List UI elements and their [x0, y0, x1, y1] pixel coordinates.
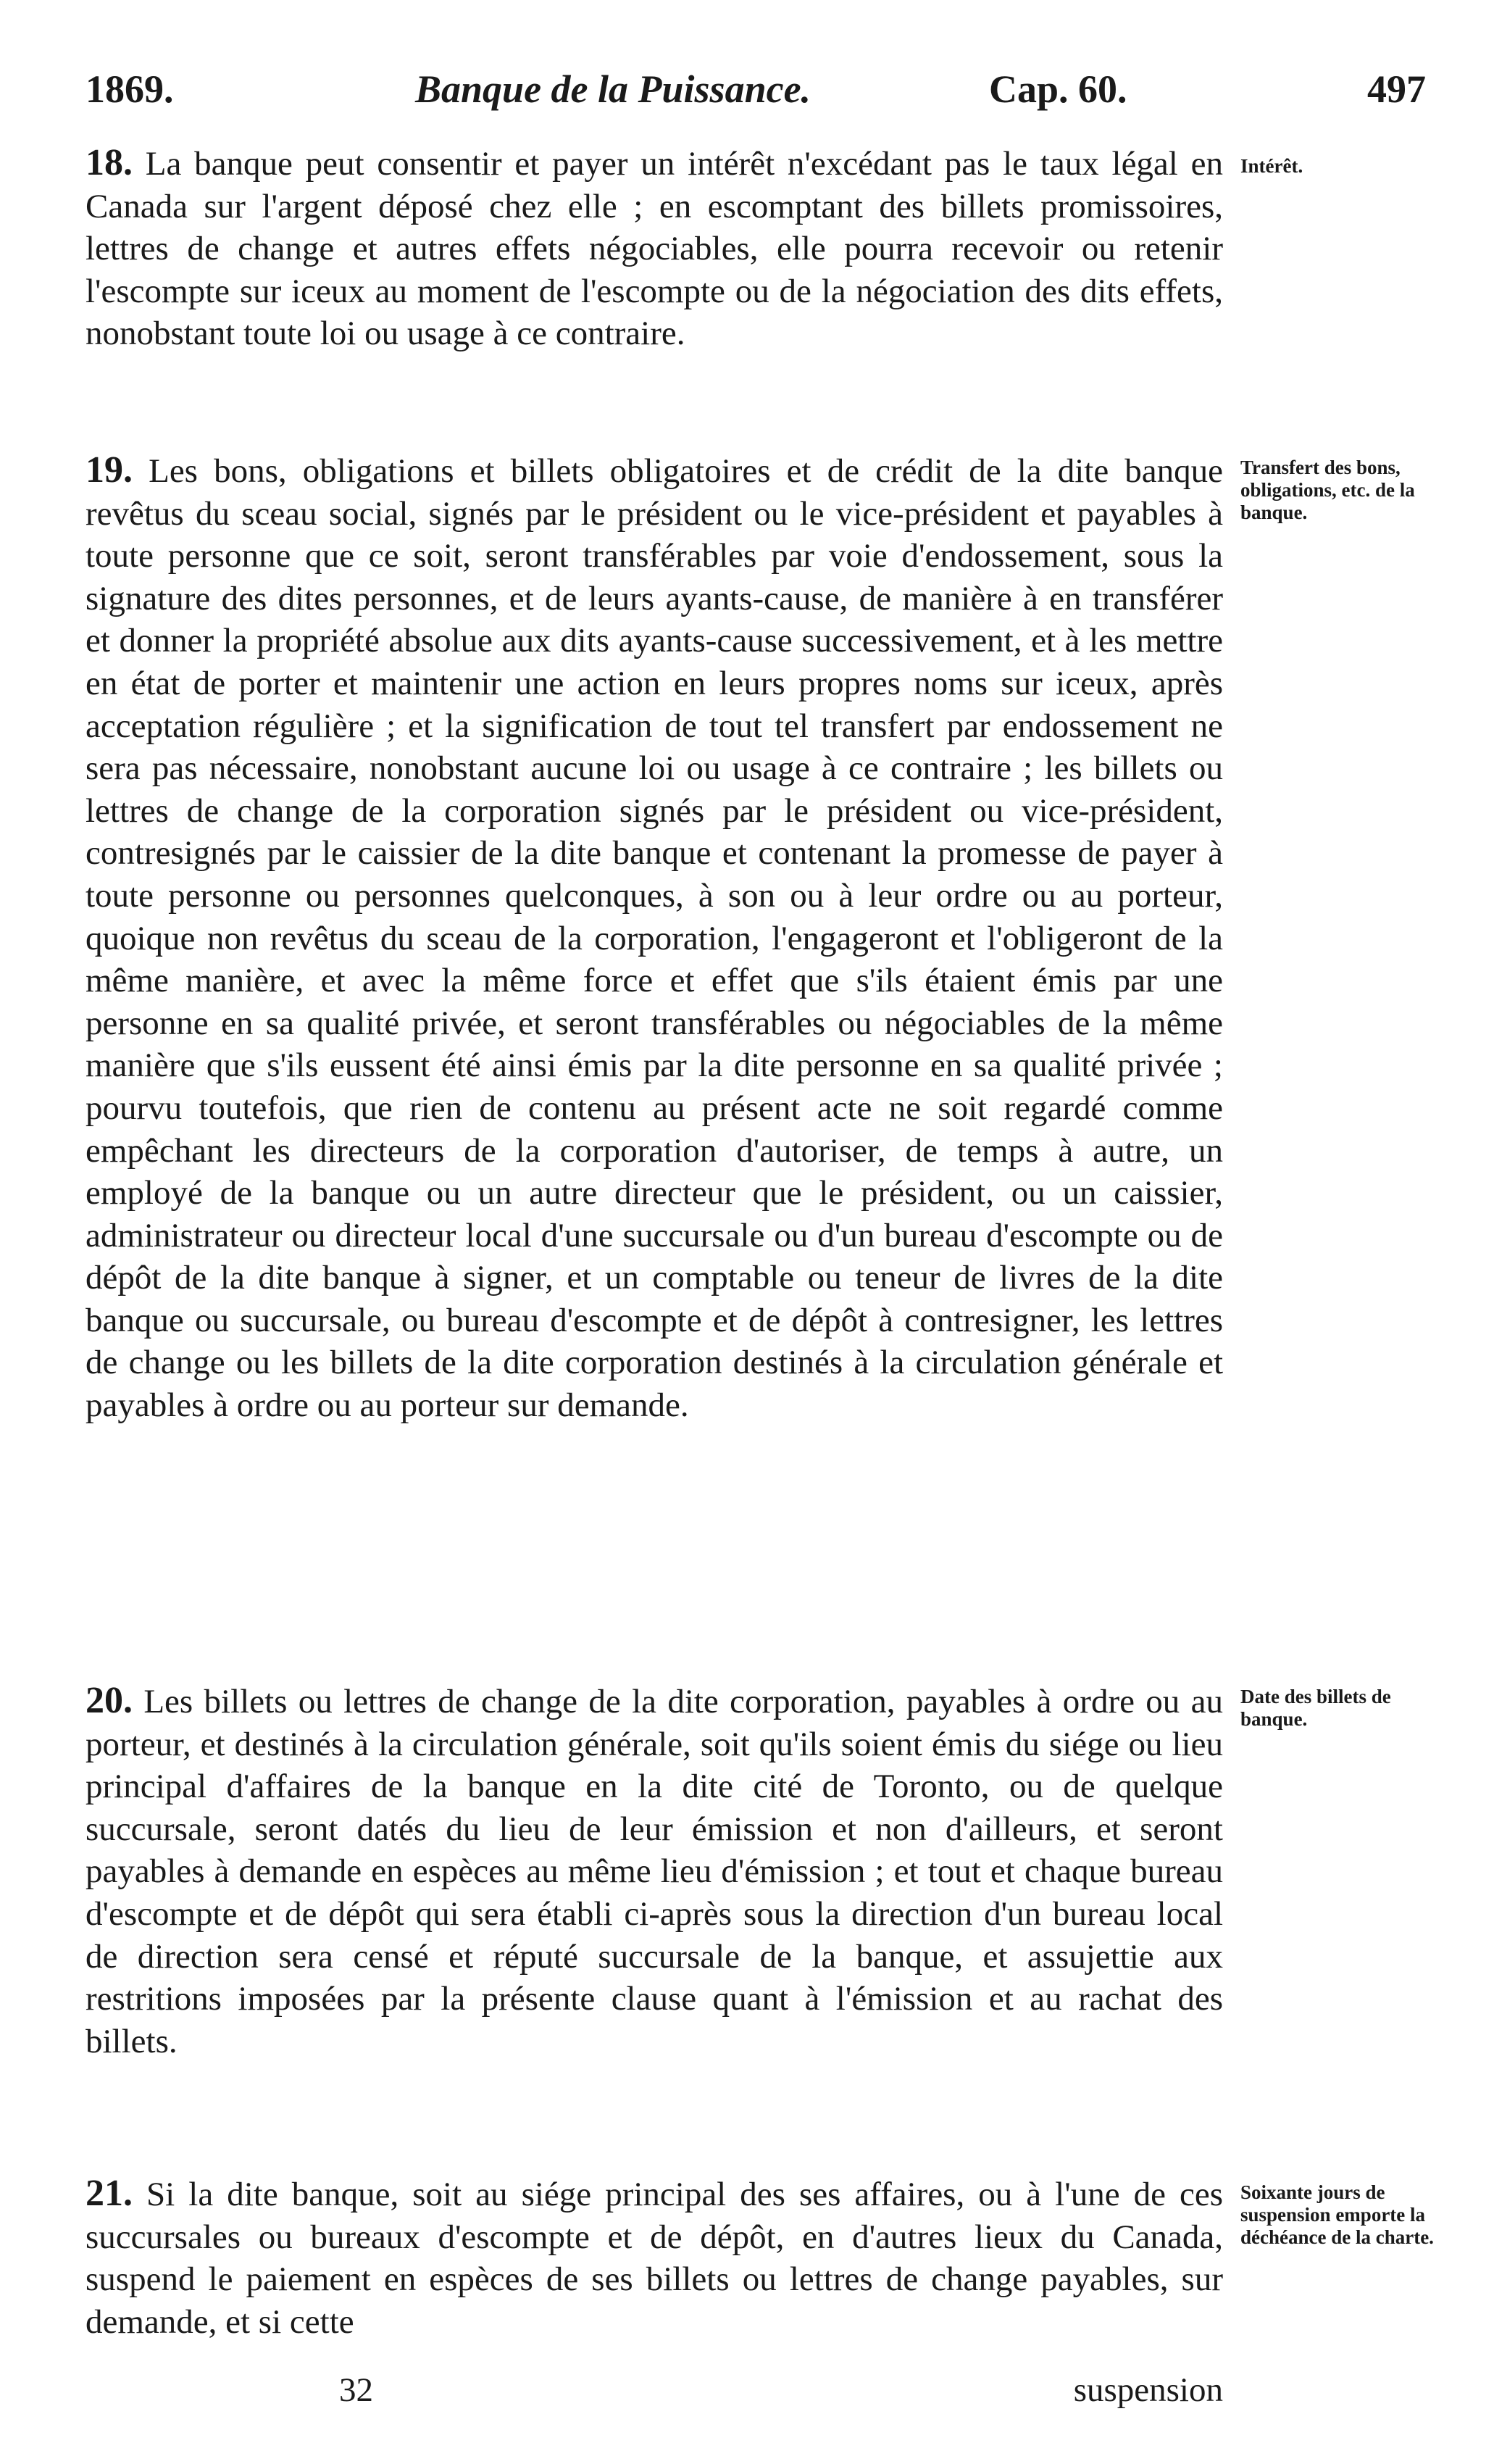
page-footer: [85, 2368, 1223, 2419]
section-number: 20.: [85, 1680, 133, 1721]
margin-note-18: Intérêt.: [1240, 155, 1303, 177]
section-21: [85, 2173, 1223, 2343]
header-chapter: Cap. 60.: [989, 67, 1127, 111]
header-year: 1869.: [85, 67, 174, 111]
header-page-number: 497: [1367, 67, 1426, 111]
section-text: Les bons, obligations et billets obligatoires et de crédit de la dite banque revêtus du sceau social, signés par le président ou le vice-président et payables à toute personne que ce soit, seront transférables par voie d'endossement, sous la signature des dites personnes, et de leurs ayants-cause, de manière à en transférer et donner la propriété absolue aux dits ayants-cause successivement, et à les mettre en état de porter et maintenir une action en leurs propres noms sur iceux, après acceptation régulière ; et la signification de tout tel transfert par endossement ne sera pas nécessaire, nonobstant aucune loi ou usage à ce contraire ; les billets ou lettres de change de la corporation signés par le président ou vice-président, contresignés par le caissier de la dite banque et contenant la promesse de payer à toute personne ou personnes quelconques, à son ou à leur ordre ou au porteur, quoique non revêtus du sceau de la corporation, l'engageront et l'obligeront de la même manière, et avec la même force et effet que s'ils étaient émis par une personne en sa qualité privée, et seront transférables ou négociables de la même manière que s'ils eussent été ainsi émis par la dite personne en sa qualité privée ; pourvu toutefois, que rien de contenu au présent acte ne soit regardé comme empêchant les directeurs de la corporation d'autoriser, de temps à autre, un employé de la banque ou un autre directeur que le président, ou un caissier, administrateur ou directeur local d'une succursale ou d'un bureau d'escompte ou de dépôt de la dite banque à signer, et un comptable ou teneur de livres de la dite banque ou succursale, ou bureau d'escompte et de dépôt à contresigner, les lettres de change ou les billets de la dite corporation destinés à la circulation générale et payables à ordre ou au porteur sur demande.: [85, 452, 1224, 1425]
section-text: La banque peut consentir et payer un intérêt n'excédant pas le taux légal en Canada sur l'argent déposé chez elle ; en escomptant des billets promissoires, lettres de change et autres effets négociables, elle pourra recevoir ou retenir l'escompte sur iceux au moment de l'escompte ou de la négociation des dits effets, nonobstant toute loi ou usage à ce contraire.: [85, 145, 1223, 353]
section-19: [85, 449, 1223, 1427]
signature-mark: 32: [339, 2371, 373, 2409]
section-text: Les billets ou lettres de change de la dite corporation, payables à ordre ou au porteur, et destinés à la circulation générale, soit qu'ils soient émis du siége ou lieu principal d'affaires de la banque en la dite cité de Toronto, ou de quelque succursale, seront datés du lieu de leur émission et non d'ailleurs, et seront payables à demande en espèces au même lieu d'émission ; et tout et chaque bureau d'escompte et de dépôt qui sera établi ci-après sous la direction d'un bureau local de direction sera censé et réputé succursale de la banque, et assujettie aux restritions imposées par la présente clause quant à l'émission et au rachat des billets.: [85, 1683, 1224, 2060]
margin-note-21: Soixante jours de suspension emporte la déchéance de la charte.: [1240, 2181, 1434, 2248]
header-title: Banque de la Puissance.: [415, 67, 811, 111]
section-18: [85, 142, 1223, 355]
section-number: 21.: [85, 2173, 133, 2214]
catchword: suspension: [1073, 2371, 1223, 2409]
margin-note-19: Transfert des bons, obligations, etc. de la banque.: [1240, 457, 1415, 523]
section-20: [85, 1680, 1223, 2063]
margin-note-20: Date des billets de banque.: [1240, 1686, 1391, 1730]
section-number: 18.: [85, 142, 133, 183]
section-text: Si la dite banque, soit au siége principal des ses affaires, ou à l'une de ces succursales ou bureaux d'escompte et de dépôt, en d'autres lieux du Canada, suspend le paiement en espèces de ses billets ou lettres de change payables, sur demande, et si cette: [85, 2176, 1224, 2341]
running-header: [85, 57, 1426, 122]
section-number: 19.: [85, 449, 133, 491]
